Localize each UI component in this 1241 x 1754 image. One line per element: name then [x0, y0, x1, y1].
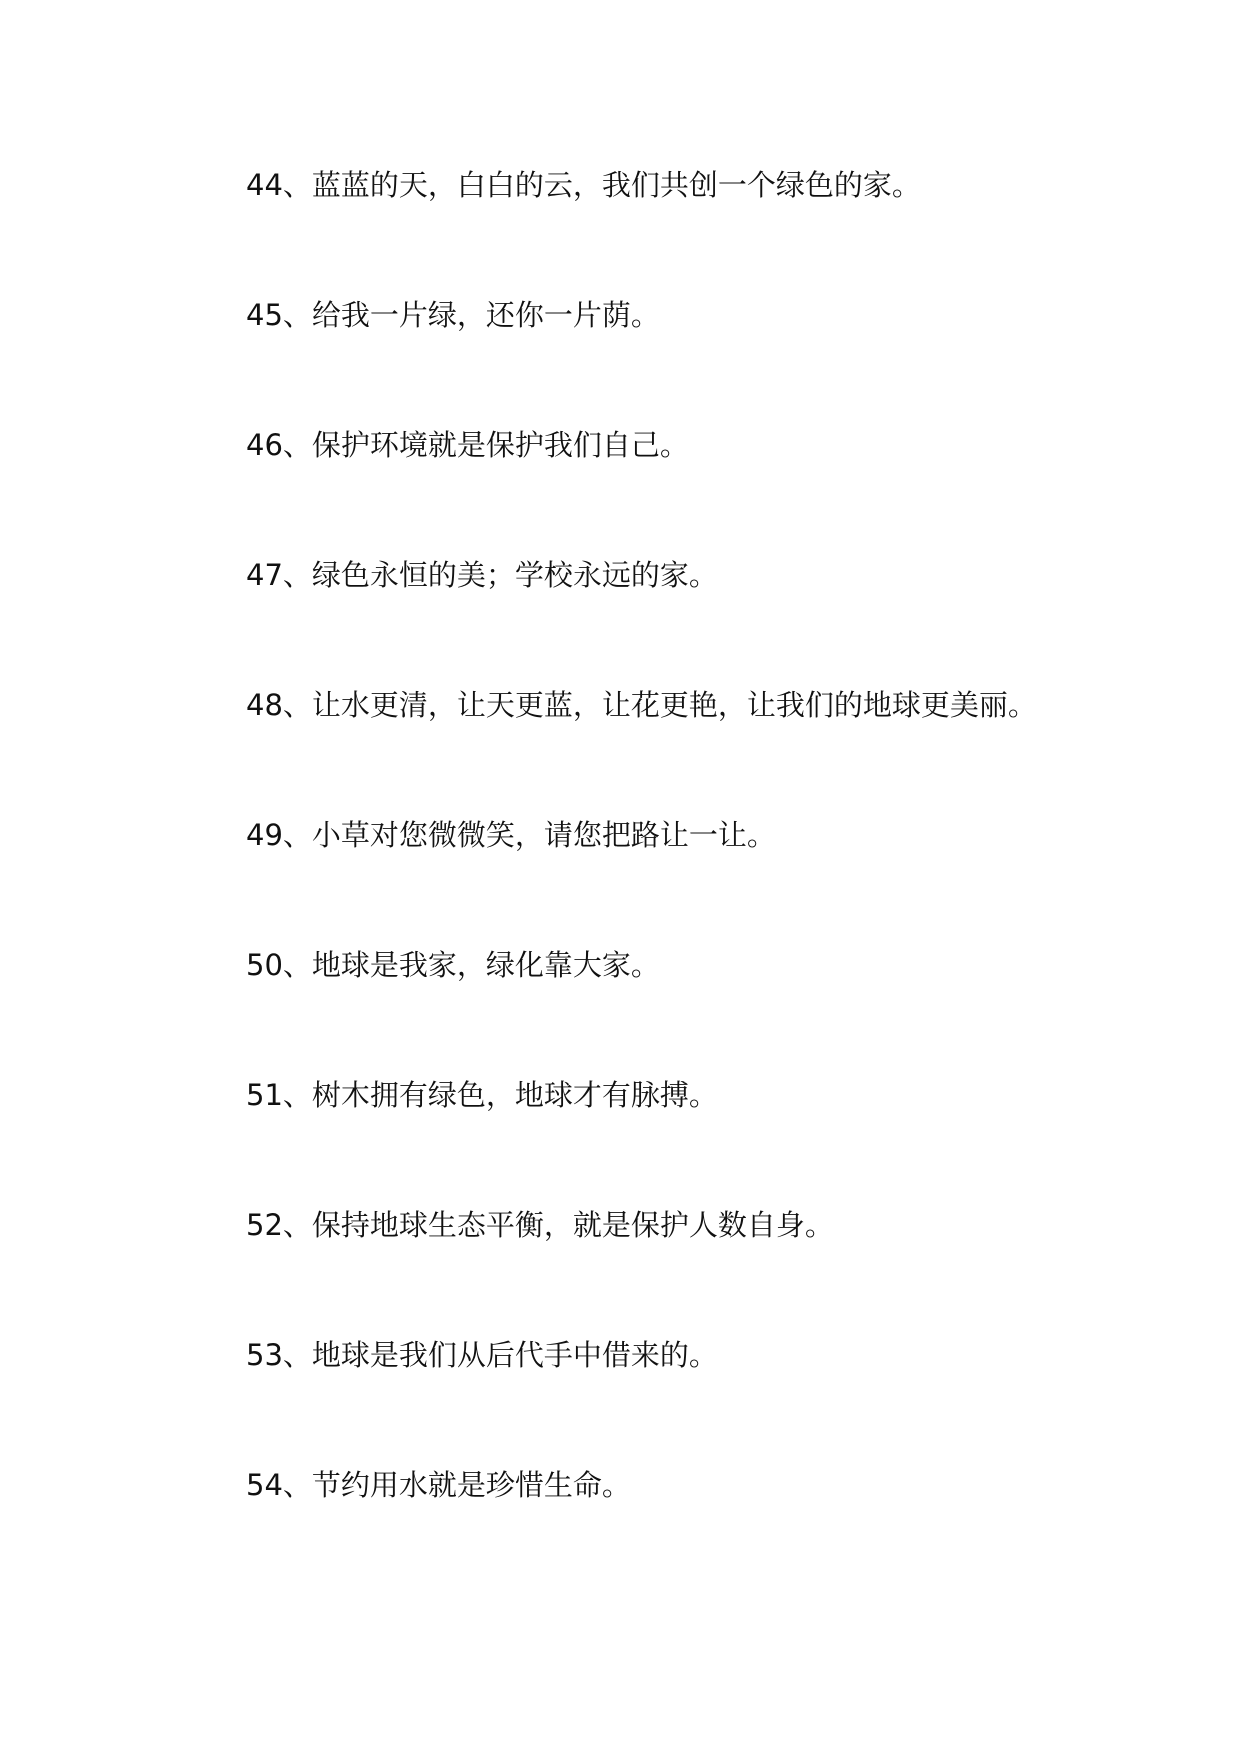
slogan-item-49: 49、小草对您微微笑，请您把路让一让。	[246, 818, 776, 852]
slogan-item-45: 45、给我一片绿，还你一片荫。	[246, 298, 660, 332]
slogan-item-46: 46、保护环境就是保护我们自己。	[246, 428, 689, 462]
slogan-item-53: 53、地球是我们从后代手中借来的。	[246, 1338, 718, 1372]
slogan-item-50: 50、地球是我家，绿化靠大家。	[246, 948, 660, 982]
slogan-item-52: 52、保持地球生态平衡，就是保护人数自身。	[246, 1208, 834, 1242]
slogan-list	[246, 160, 1037, 1590]
slogan-item-51: 51、树木拥有绿色，地球才有脉搏。	[246, 1078, 718, 1112]
slogan-item-48: 48、让水更清，让天更蓝，让花更艳，让我们的地球更美丽。	[246, 688, 1037, 722]
slogan-item-44: 44、蓝蓝的天，白白的云，我们共创一个绿色的家。	[246, 168, 921, 202]
slogan-item-54: 54、节约用水就是珍惜生命。	[246, 1468, 631, 1502]
slogan-item-47: 47、绿色永恒的美；学校永远的家。	[246, 558, 718, 592]
